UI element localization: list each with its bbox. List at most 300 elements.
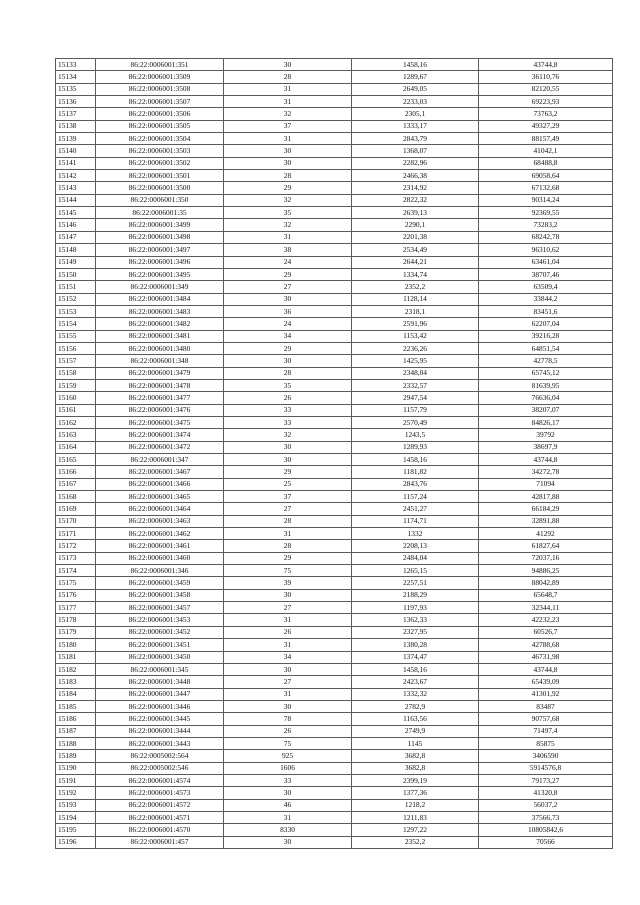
- row-number-cell: 15143: [56, 182, 96, 194]
- area-cell: 30: [224, 59, 352, 71]
- value-cell: 85875: [479, 737, 613, 749]
- rate-cell: 2534,49: [352, 244, 479, 256]
- rate-cell: 1128,14: [352, 293, 479, 305]
- cadastral-number-cell: 86:22:0006001:3464: [96, 503, 224, 515]
- area-cell: 28: [224, 71, 352, 83]
- rate-cell: 1181,82: [352, 466, 479, 478]
- rate-cell: 2639,13: [352, 207, 479, 219]
- rate-cell: 2591,96: [352, 318, 479, 330]
- row-number-cell: 15180: [56, 639, 96, 651]
- row-number-cell: 15186: [56, 713, 96, 725]
- row-number-cell: 15161: [56, 404, 96, 416]
- table-row: [56, 355, 613, 367]
- row-number-cell: 15152: [56, 293, 96, 305]
- rate-cell: 1374,47: [352, 651, 479, 663]
- rate-cell: 1362,33: [352, 614, 479, 626]
- rate-cell: 2782,9: [352, 700, 479, 712]
- row-number-cell: 15154: [56, 318, 96, 330]
- value-cell: 39216,28: [479, 330, 613, 342]
- value-cell: 73763,2: [479, 108, 613, 120]
- cadastral-number-cell: 86:22:0006001:3506: [96, 108, 224, 120]
- area-cell: 29: [224, 182, 352, 194]
- rate-cell: 2352,2: [352, 836, 479, 848]
- area-cell: 8330: [224, 824, 352, 836]
- value-cell: 37566,73: [479, 811, 613, 823]
- rate-cell: 2423,67: [352, 676, 479, 688]
- table-row: [56, 836, 613, 848]
- value-cell: 68242,78: [479, 231, 613, 243]
- value-cell: 39792: [479, 429, 613, 441]
- area-cell: 28: [224, 515, 352, 527]
- area-cell: 26: [224, 392, 352, 404]
- row-number-cell: 15155: [56, 330, 96, 342]
- cadastral-number-cell: 86:22:0006001:3500: [96, 182, 224, 194]
- rate-cell: 2822,32: [352, 194, 479, 206]
- area-cell: 46: [224, 799, 352, 811]
- value-cell: 3406590: [479, 750, 613, 762]
- cadastral-number-cell: 86:22:0006001:347: [96, 454, 224, 466]
- table-row: [56, 528, 613, 540]
- area-cell: 30: [224, 441, 352, 453]
- row-number-cell: 15142: [56, 170, 96, 182]
- rate-cell: 2466,38: [352, 170, 479, 182]
- cadastral-number-cell: 86:22:0006001:3479: [96, 367, 224, 379]
- rate-cell: 3682,8: [352, 750, 479, 762]
- value-cell: 63509,4: [479, 281, 613, 293]
- table-row: [56, 96, 613, 108]
- area-cell: 29: [224, 552, 352, 564]
- row-number-cell: 15153: [56, 305, 96, 317]
- value-cell: 62207,04: [479, 318, 613, 330]
- area-cell: 31: [224, 528, 352, 540]
- row-number-cell: 15148: [56, 244, 96, 256]
- rate-cell: 2188,29: [352, 589, 479, 601]
- value-cell: 71094: [479, 478, 613, 490]
- area-cell: 30: [224, 589, 352, 601]
- value-cell: 84826,17: [479, 416, 613, 428]
- value-cell: 69223,93: [479, 96, 613, 108]
- table-row: [56, 750, 613, 762]
- table-row: [56, 281, 613, 293]
- value-cell: 63461,04: [479, 256, 613, 268]
- value-cell: 33844,2: [479, 293, 613, 305]
- table-row: [56, 392, 613, 404]
- table-row: [56, 157, 613, 169]
- area-cell: 30: [224, 157, 352, 169]
- area-cell: 36: [224, 305, 352, 317]
- row-number-cell: 15166: [56, 466, 96, 478]
- rate-cell: 1333,17: [352, 120, 479, 132]
- cadastral-number-cell: 86:22:0006001:3451: [96, 639, 224, 651]
- area-cell: 35: [224, 379, 352, 391]
- table-row: [56, 404, 613, 416]
- row-number-cell: 15147: [56, 231, 96, 243]
- area-cell: 38: [224, 244, 352, 256]
- value-cell: 38207,07: [479, 404, 613, 416]
- area-cell: 27: [224, 676, 352, 688]
- row-number-cell: 15169: [56, 503, 96, 515]
- rate-cell: 1289,67: [352, 71, 479, 83]
- rate-cell: 1145: [352, 737, 479, 749]
- table-row: [56, 626, 613, 638]
- row-number-cell: 15139: [56, 133, 96, 145]
- area-cell: 28: [224, 540, 352, 552]
- value-cell: 76636,04: [479, 392, 613, 404]
- table-row: [56, 478, 613, 490]
- table-row: [56, 602, 613, 614]
- value-cell: 73283,2: [479, 219, 613, 231]
- area-cell: 29: [224, 268, 352, 280]
- rate-cell: 1197,93: [352, 602, 479, 614]
- table-row: [56, 71, 613, 83]
- rate-cell: 1218,2: [352, 799, 479, 811]
- cadastral-number-cell: 86:22:0006001:3445: [96, 713, 224, 725]
- value-cell: 41320,8: [479, 787, 613, 799]
- table-row: [56, 639, 613, 651]
- rate-cell: 1157,79: [352, 404, 479, 416]
- rate-cell: 2314,92: [352, 182, 479, 194]
- area-cell: 75: [224, 565, 352, 577]
- rate-cell: 1163,56: [352, 713, 479, 725]
- row-number-cell: 15173: [56, 552, 96, 564]
- row-number-cell: 15196: [56, 836, 96, 848]
- rate-cell: 2843,79: [352, 133, 479, 145]
- cadastral-number-cell: 86:22:0006001:3444: [96, 725, 224, 737]
- area-cell: 24: [224, 256, 352, 268]
- rate-cell: 1157,24: [352, 491, 479, 503]
- table-row: [56, 491, 613, 503]
- value-cell: 32344,11: [479, 602, 613, 614]
- rate-cell: 2233,03: [352, 96, 479, 108]
- cadastral-number-cell: 86:22:0006001:3502: [96, 157, 224, 169]
- cadastral-number-cell: 86:22:0006001:3499: [96, 219, 224, 231]
- rate-cell: 2947,54: [352, 392, 479, 404]
- value-cell: 10805842,6: [479, 824, 613, 836]
- row-number-cell: 15195: [56, 824, 96, 836]
- row-number-cell: 15140: [56, 145, 96, 157]
- rate-cell: 1153,42: [352, 330, 479, 342]
- value-cell: 82120,55: [479, 83, 613, 95]
- area-cell: 78: [224, 713, 352, 725]
- area-cell: 30: [224, 700, 352, 712]
- table-row: [56, 614, 613, 626]
- row-number-cell: 15159: [56, 379, 96, 391]
- value-cell: 88157,49: [479, 133, 613, 145]
- rate-cell: 2649,05: [352, 83, 479, 95]
- area-cell: 33: [224, 774, 352, 786]
- row-number-cell: 15145: [56, 207, 96, 219]
- rate-cell: 2236,26: [352, 342, 479, 354]
- area-cell: 26: [224, 725, 352, 737]
- cadastral-number-cell: 86:22:0005002:564: [96, 750, 224, 762]
- cadastral-number-cell: 86:22:0006001:3463: [96, 515, 224, 527]
- cadastral-number-cell: 86:22:0006001:3484: [96, 293, 224, 305]
- value-cell: 38707,46: [479, 268, 613, 280]
- row-number-cell: 15134: [56, 71, 96, 83]
- row-number-cell: 15184: [56, 688, 96, 700]
- cadastral-number-cell: 86:22:0006001:3447: [96, 688, 224, 700]
- row-number-cell: 15136: [56, 96, 96, 108]
- row-number-cell: 15174: [56, 565, 96, 577]
- cadastral-number-cell: 86:22:0006001:3453: [96, 614, 224, 626]
- area-cell: 32: [224, 194, 352, 206]
- area-cell: 31: [224, 133, 352, 145]
- value-cell: 94886,25: [479, 565, 613, 577]
- table-body: [56, 59, 613, 849]
- table-row: [56, 108, 613, 120]
- cadastral-number-cell: 86:22:0006001:3458: [96, 589, 224, 601]
- cadastral-number-cell: 86:22:0006001:3508: [96, 83, 224, 95]
- row-number-cell: 15172: [56, 540, 96, 552]
- row-number-cell: 15176: [56, 589, 96, 601]
- rate-cell: 1368,07: [352, 145, 479, 157]
- cadastral-number-cell: 86:22:0006001:3452: [96, 626, 224, 638]
- area-cell: 37: [224, 120, 352, 132]
- area-cell: 1606: [224, 762, 352, 774]
- row-number-cell: 15157: [56, 355, 96, 367]
- table-row: [56, 268, 613, 280]
- area-cell: 27: [224, 503, 352, 515]
- value-cell: 65745,12: [479, 367, 613, 379]
- area-cell: 30: [224, 454, 352, 466]
- value-cell: 69058,64: [479, 170, 613, 182]
- row-number-cell: 15156: [56, 342, 96, 354]
- data-table: [55, 58, 613, 849]
- area-cell: 27: [224, 602, 352, 614]
- value-cell: 90757,68: [479, 713, 613, 725]
- rate-cell: 1297,22: [352, 824, 479, 836]
- cadastral-number-cell: 86:22:0006001:3503: [96, 145, 224, 157]
- rate-cell: 2201,38: [352, 231, 479, 243]
- row-number-cell: 15189: [56, 750, 96, 762]
- area-cell: 24: [224, 318, 352, 330]
- table-row: [56, 700, 613, 712]
- area-cell: 30: [224, 787, 352, 799]
- cadastral-number-cell: 86:22:0006001:4570: [96, 824, 224, 836]
- value-cell: 66184,29: [479, 503, 613, 515]
- table-row: [56, 663, 613, 675]
- cadastral-number-cell: 86:22:0005002:546: [96, 762, 224, 774]
- table-row: [56, 651, 613, 663]
- row-number-cell: 15165: [56, 454, 96, 466]
- cadastral-number-cell: 86:22:0006001:350: [96, 194, 224, 206]
- value-cell: 42232,23: [479, 614, 613, 626]
- table-row: [56, 416, 613, 428]
- value-cell: 36110,76: [479, 71, 613, 83]
- value-cell: 88042,89: [479, 577, 613, 589]
- area-cell: 31: [224, 231, 352, 243]
- value-cell: 83487: [479, 700, 613, 712]
- area-cell: 32: [224, 429, 352, 441]
- value-cell: 38697,9: [479, 441, 613, 453]
- row-number-cell: 15171: [56, 528, 96, 540]
- area-cell: 30: [224, 836, 352, 848]
- cadastral-number-cell: 86:22:0006001:3474: [96, 429, 224, 441]
- cadastral-number-cell: 86:22:0006001:3497: [96, 244, 224, 256]
- table-row: [56, 367, 613, 379]
- table-row: [56, 725, 613, 737]
- area-cell: 32: [224, 219, 352, 231]
- table-row: [56, 170, 613, 182]
- cadastral-number-cell: 86:22:0006001:3466: [96, 478, 224, 490]
- rate-cell: 2282,96: [352, 157, 479, 169]
- rate-cell: 2327,95: [352, 626, 479, 638]
- table-row: [56, 688, 613, 700]
- rate-cell: 1265,15: [352, 565, 479, 577]
- value-cell: 67132,68: [479, 182, 613, 194]
- cadastral-number-cell: 86:22:0006001:3505: [96, 120, 224, 132]
- area-cell: 28: [224, 367, 352, 379]
- table-row: [56, 737, 613, 749]
- rate-cell: 2290,1: [352, 219, 479, 231]
- rate-cell: 1289,93: [352, 441, 479, 453]
- table-row: [56, 540, 613, 552]
- rate-cell: 1380,28: [352, 639, 479, 651]
- row-number-cell: 15193: [56, 799, 96, 811]
- area-cell: 31: [224, 639, 352, 651]
- row-number-cell: 15182: [56, 663, 96, 675]
- table-row: [56, 194, 613, 206]
- value-cell: 92369,55: [479, 207, 613, 219]
- value-cell: 90314,24: [479, 194, 613, 206]
- row-number-cell: 15190: [56, 762, 96, 774]
- value-cell: 72037,16: [479, 552, 613, 564]
- table-row: [56, 145, 613, 157]
- value-cell: 65439,09: [479, 676, 613, 688]
- area-cell: 30: [224, 293, 352, 305]
- value-cell: 41042,1: [479, 145, 613, 157]
- cadastral-number-cell: 86:22:0006001:346: [96, 565, 224, 577]
- value-cell: 41301,92: [479, 688, 613, 700]
- row-number-cell: 15141: [56, 157, 96, 169]
- row-number-cell: 15149: [56, 256, 96, 268]
- rate-cell: 1243,5: [352, 429, 479, 441]
- table-row: [56, 59, 613, 71]
- rate-cell: 2332,57: [352, 379, 479, 391]
- table-row: [56, 466, 613, 478]
- row-number-cell: 15162: [56, 416, 96, 428]
- table-row: [56, 207, 613, 219]
- value-cell: 42778,5: [479, 355, 613, 367]
- table-row: [56, 676, 613, 688]
- row-number-cell: 15183: [56, 676, 96, 688]
- table-row: [56, 515, 613, 527]
- table-row: [56, 182, 613, 194]
- area-cell: 925: [224, 750, 352, 762]
- value-cell: 5914576,8: [479, 762, 613, 774]
- cadastral-number-cell: 86:22:0006001:348: [96, 355, 224, 367]
- rate-cell: 1211,83: [352, 811, 479, 823]
- value-cell: 32891,88: [479, 515, 613, 527]
- rate-cell: 2208,13: [352, 540, 479, 552]
- cadastral-number-cell: 86:22:0006001:457: [96, 836, 224, 848]
- row-number-cell: 15135: [56, 83, 96, 95]
- table-row: [56, 799, 613, 811]
- cadastral-number-cell: 86:22:0006001:3478: [96, 379, 224, 391]
- area-cell: 25: [224, 478, 352, 490]
- value-cell: 34272,78: [479, 466, 613, 478]
- row-number-cell: 15178: [56, 614, 96, 626]
- row-number-cell: 15133: [56, 59, 96, 71]
- cadastral-number-cell: 86:22:0006001:3495: [96, 268, 224, 280]
- cadastral-number-cell: 86:22:0006001:3481: [96, 330, 224, 342]
- table-row: [56, 454, 613, 466]
- cadastral-number-cell: 86:22:0006001:3477: [96, 392, 224, 404]
- rate-cell: 2484,04: [352, 552, 479, 564]
- table-row: [56, 589, 613, 601]
- cadastral-number-cell: 86:22:0006001:345: [96, 663, 224, 675]
- table-row: [56, 293, 613, 305]
- value-cell: 60526,7: [479, 626, 613, 638]
- rate-cell: 1458,16: [352, 663, 479, 675]
- row-number-cell: 15187: [56, 725, 96, 737]
- row-number-cell: 15160: [56, 392, 96, 404]
- value-cell: 96310,62: [479, 244, 613, 256]
- table-row: [56, 231, 613, 243]
- cadastral-number-cell: 86:22:0006001:3480: [96, 342, 224, 354]
- value-cell: 49327,29: [479, 120, 613, 132]
- area-cell: 30: [224, 355, 352, 367]
- area-cell: 31: [224, 811, 352, 823]
- value-cell: 65648,7: [479, 589, 613, 601]
- value-cell: 41292: [479, 528, 613, 540]
- area-cell: 31: [224, 83, 352, 95]
- cadastral-number-cell: 86:22:0006001:351: [96, 59, 224, 71]
- table-row: [56, 429, 613, 441]
- value-cell: 42788,68: [479, 639, 613, 651]
- table-row: [56, 219, 613, 231]
- rate-cell: 2570,49: [352, 416, 479, 428]
- row-number-cell: 15185: [56, 700, 96, 712]
- cadastral-number-cell: 86:22:0006001:3504: [96, 133, 224, 145]
- area-cell: 26: [224, 626, 352, 638]
- cadastral-number-cell: 86:22:0006001:3476: [96, 404, 224, 416]
- value-cell: 64851,54: [479, 342, 613, 354]
- value-cell: 43744,8: [479, 59, 613, 71]
- cadastral-number-cell: 86:22:0006001:3507: [96, 96, 224, 108]
- cadastral-number-cell: 86:22:0006001:3462: [96, 528, 224, 540]
- table-row: [56, 787, 613, 799]
- rate-cell: 1377,36: [352, 787, 479, 799]
- cadastral-number-cell: 86:22:0006001:4572: [96, 799, 224, 811]
- row-number-cell: 15181: [56, 651, 96, 663]
- rate-cell: 2352,2: [352, 281, 479, 293]
- table-row: [56, 133, 613, 145]
- cadastral-number-cell: 86:22:0006001:4573: [96, 787, 224, 799]
- table-row: [56, 120, 613, 132]
- area-cell: 28: [224, 170, 352, 182]
- area-cell: 31: [224, 96, 352, 108]
- value-cell: 42817,88: [479, 491, 613, 503]
- cadastral-number-cell: 86:22:0006001:3472: [96, 441, 224, 453]
- rate-cell: 2257,51: [352, 577, 479, 589]
- area-cell: 33: [224, 416, 352, 428]
- cadastral-number-cell: 86:22:0006001:3443: [96, 737, 224, 749]
- value-cell: 70566: [479, 836, 613, 848]
- value-cell: 79173,27: [479, 774, 613, 786]
- row-number-cell: 15138: [56, 120, 96, 132]
- row-number-cell: 15177: [56, 602, 96, 614]
- table-row: [56, 811, 613, 823]
- area-cell: 75: [224, 737, 352, 749]
- cadastral-number-cell: 86:22:0006001:3482: [96, 318, 224, 330]
- table-row: [56, 503, 613, 515]
- cadastral-number-cell: 86:22:0006001:3467: [96, 466, 224, 478]
- row-number-cell: 15151: [56, 281, 96, 293]
- area-cell: 34: [224, 651, 352, 663]
- rate-cell: 1174,71: [352, 515, 479, 527]
- area-cell: 34: [224, 330, 352, 342]
